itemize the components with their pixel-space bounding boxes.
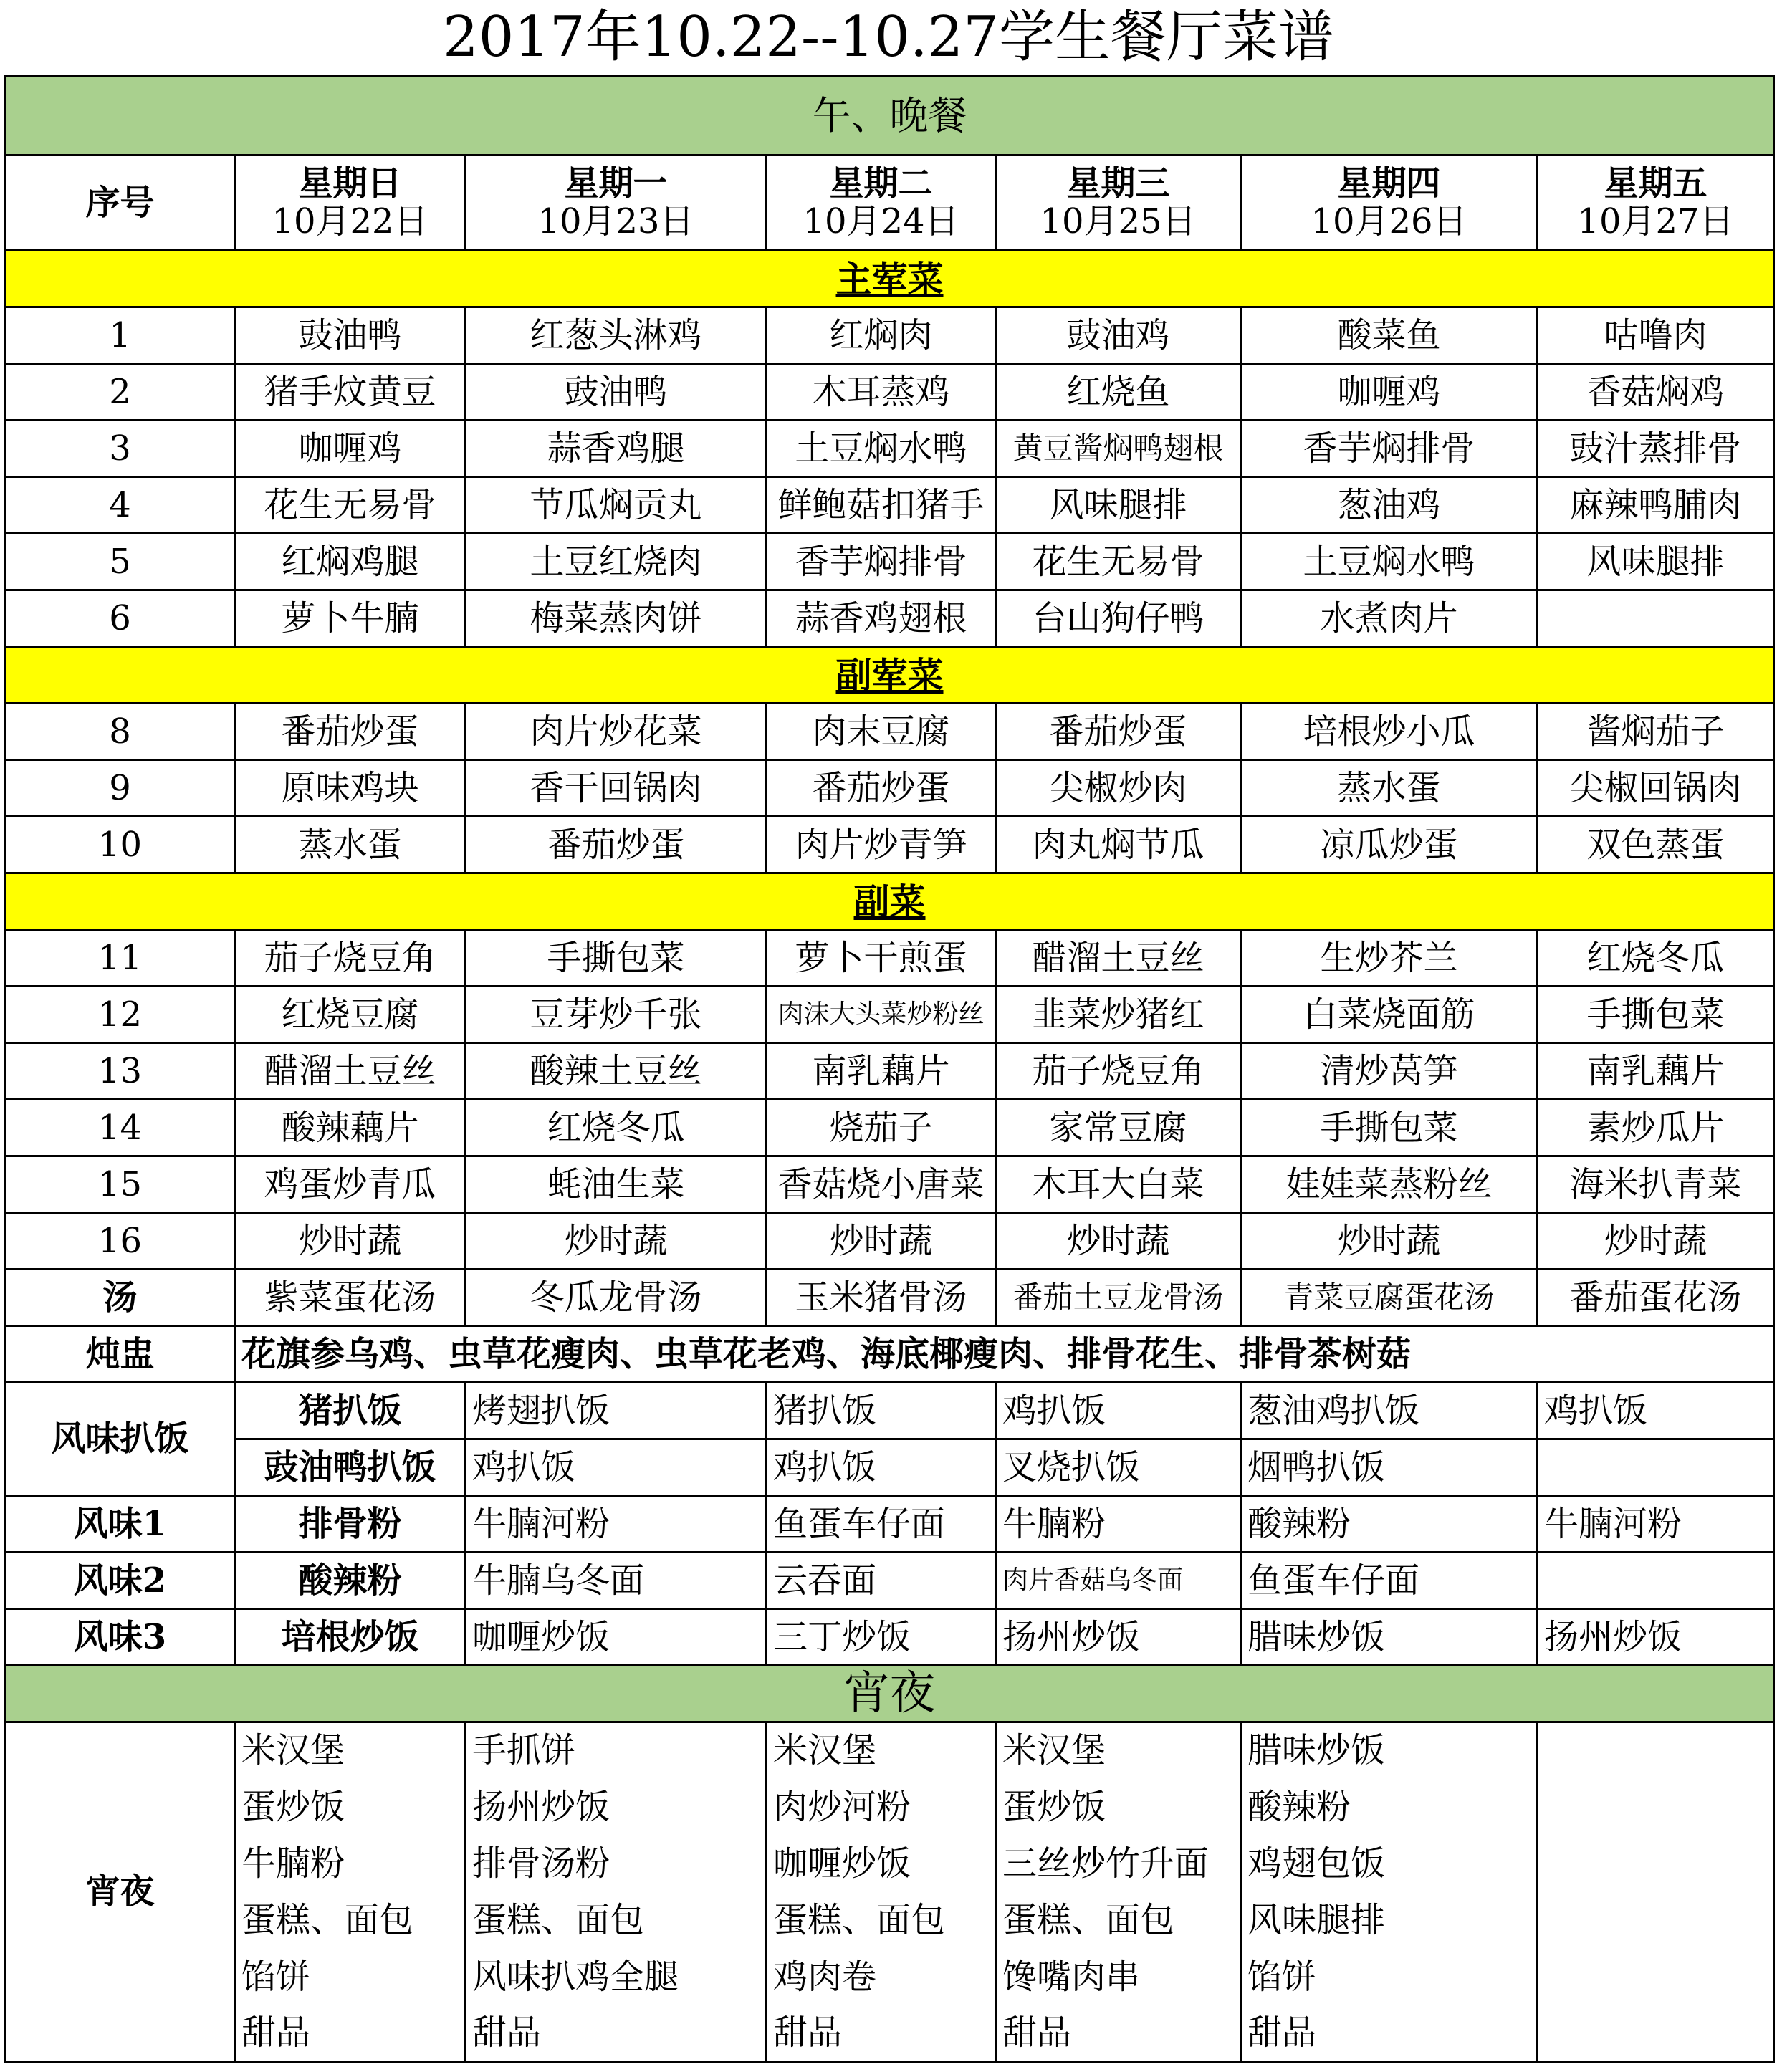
dish-cell: 麻辣鸭脯肉 xyxy=(1538,477,1774,534)
dish-cell: 扬州炒饭 xyxy=(996,1609,1241,1666)
dish-row xyxy=(6,421,1774,477)
dish-cell: 家常豆腐 xyxy=(996,1100,1241,1156)
dish-cell: 茄子烧豆角 xyxy=(996,1043,1241,1100)
category-main-meat-row xyxy=(6,251,1774,307)
dish-cell: 肉沫大头菜炒粉丝 xyxy=(767,987,996,1043)
weekday-label: 星期五 xyxy=(1604,163,1707,204)
snack-cell: 甜品 xyxy=(767,2005,996,2062)
dish-cell: 蒸水蛋 xyxy=(1241,760,1538,817)
dish-cell: 鱼蛋车仔面 xyxy=(767,1496,996,1553)
dish-cell: 蒜香鸡翅根 xyxy=(767,590,996,647)
soup-cell: 冬瓜龙骨汤 xyxy=(466,1270,767,1326)
snack-cell: 蛋糕、面包 xyxy=(466,1892,767,1949)
dish-row xyxy=(6,364,1774,421)
snack-cell: 馅饼 xyxy=(1241,1949,1538,2005)
dish-cell: 台山狗仔鸭 xyxy=(996,590,1241,647)
dish-cell: 炒时蔬 xyxy=(1538,1213,1774,1270)
snack-cell: 甜品 xyxy=(1241,2005,1538,2062)
dish-cell: 红烧豆腐 xyxy=(235,987,466,1043)
flavor-rice-label: 风味扒饭 xyxy=(6,1383,235,1496)
dish-cell: 烧茄子 xyxy=(767,1100,996,1156)
dish-row xyxy=(6,534,1774,590)
row-number: 16 xyxy=(6,1213,235,1270)
category-label: 主荤菜 xyxy=(835,257,944,300)
dish-cell: 萝卜干煎蛋 xyxy=(767,930,996,987)
night-row xyxy=(6,1892,1774,1949)
dish-cell: 生炒芥兰 xyxy=(1241,930,1538,987)
dish-cell: 尖椒回锅肉 xyxy=(1538,760,1774,817)
flavor-label: 风味2 xyxy=(6,1553,235,1609)
dish-row xyxy=(6,477,1774,534)
snack-cell: 风味扒鸡全腿 xyxy=(466,1949,767,2005)
snack-cell: 馋嘴肉串 xyxy=(996,1949,1241,2005)
snack-cell: 排骨汤粉 xyxy=(466,1836,767,1892)
flavor-rice-row xyxy=(6,1383,1774,1439)
dish-cell: 牛腩粉 xyxy=(996,1496,1241,1553)
dish-cell: 叉烧扒饭 xyxy=(996,1439,1241,1496)
dish-cell: 酸辣藕片 xyxy=(235,1100,466,1156)
seq-header: 序号 xyxy=(6,155,235,251)
weekday-label: 星期一 xyxy=(564,163,668,204)
dish-cell: 尖椒炒肉 xyxy=(996,760,1241,817)
snack-cell: 米汉堡 xyxy=(996,1722,1241,1779)
weekday-label: 星期四 xyxy=(1337,163,1441,204)
dish-cell: 酸辣粉 xyxy=(1241,1496,1538,1553)
snack-cell xyxy=(1538,1779,1774,1836)
row-number: 10 xyxy=(6,817,235,873)
weekday-label: 星期三 xyxy=(1066,163,1170,204)
dish-cell: 凉瓜炒蛋 xyxy=(1241,817,1538,873)
dish-cell: 肉末豆腐 xyxy=(767,704,996,760)
dish-cell: 韭菜炒猪红 xyxy=(996,987,1241,1043)
dish-cell: 鸡扒饭 xyxy=(466,1439,767,1496)
dish-cell: 肉片香菇乌冬面 xyxy=(996,1553,1241,1609)
dish-row xyxy=(6,1213,1774,1270)
category-sub-meat-row xyxy=(6,647,1774,704)
dish-cell: 醋溜土豆丝 xyxy=(235,1043,466,1100)
dish-cell: 豉油鸭 xyxy=(235,307,466,364)
dish-cell: 鲜鲍菇扣猪手 xyxy=(767,477,996,534)
snack-cell xyxy=(1538,1892,1774,1949)
weekday-label: 星期日 xyxy=(298,163,402,204)
dish-cell: 酱焖茄子 xyxy=(1538,704,1774,760)
dish-cell: 手撕包菜 xyxy=(1241,1100,1538,1156)
dish-cell: 咖喱鸡 xyxy=(1241,364,1538,421)
dish-cell: 豆芽炒千张 xyxy=(466,987,767,1043)
snack-cell: 甜品 xyxy=(466,2005,767,2062)
night-row xyxy=(6,1779,1774,1836)
dish-cell: 酸辣粉 xyxy=(235,1553,466,1609)
dish-cell: 花生无易骨 xyxy=(996,534,1241,590)
dish-row xyxy=(6,1100,1774,1156)
dish-cell: 烤翅扒饭 xyxy=(466,1383,767,1439)
flavor-label: 风味1 xyxy=(6,1496,235,1553)
flavor-row xyxy=(6,1553,1774,1609)
row-number: 8 xyxy=(6,704,235,760)
category-side-dish xyxy=(6,873,1774,930)
dish-cell: 土豆红烧肉 xyxy=(466,534,767,590)
snack-cell: 牛腩粉 xyxy=(235,1836,466,1892)
dish-cell: 风味腿排 xyxy=(1538,534,1774,590)
dish-row xyxy=(6,1156,1774,1213)
dish-cell: 肉片炒青笋 xyxy=(767,817,996,873)
dish-cell: 炒时蔬 xyxy=(1241,1213,1538,1270)
category-main-meat xyxy=(6,251,1774,307)
dish-row xyxy=(6,704,1774,760)
dish-cell: 葱油鸡 xyxy=(1241,477,1538,534)
dish-cell xyxy=(1538,1439,1774,1496)
section-header-row xyxy=(6,77,1774,155)
snack-cell: 蛋炒饭 xyxy=(996,1779,1241,1836)
snack-cell xyxy=(1538,1949,1774,2005)
dish-row xyxy=(6,817,1774,873)
dish-cell: 酸辣土豆丝 xyxy=(466,1043,767,1100)
dish-cell: 土豆焖水鸭 xyxy=(767,421,996,477)
dish-cell: 牛腩乌冬面 xyxy=(466,1553,767,1609)
snack-cell: 蛋炒饭 xyxy=(235,1779,466,1836)
dish-cell: 番茄炒蛋 xyxy=(235,704,466,760)
dish-cell: 海米扒青菜 xyxy=(1538,1156,1774,1213)
dish-cell: 红烧冬瓜 xyxy=(466,1100,767,1156)
dish-cell: 节瓜焖贡丸 xyxy=(466,477,767,534)
snack-cell: 腊味炒饭 xyxy=(1241,1722,1538,1779)
day-header-0 xyxy=(235,155,466,251)
dish-cell: 番茄炒蛋 xyxy=(996,704,1241,760)
snack-cell: 鸡肉卷 xyxy=(767,1949,996,2005)
dish-cell: 豉油鸭 xyxy=(466,364,767,421)
dish-cell: 黄豆酱焖鸭翅根 xyxy=(996,421,1241,477)
stew-row xyxy=(6,1326,1774,1383)
soup-cell: 玉米猪骨汤 xyxy=(767,1270,996,1326)
dish-cell: 排骨粉 xyxy=(235,1496,466,1553)
day-header-5 xyxy=(1538,155,1774,251)
snack-cell: 风味腿排 xyxy=(1241,1892,1538,1949)
soup-cell: 青菜豆腐蛋花汤 xyxy=(1241,1270,1538,1326)
snack-cell: 甜品 xyxy=(235,2005,466,2062)
dish-cell: 豉油鸡 xyxy=(996,307,1241,364)
snack-cell xyxy=(1538,1722,1774,1779)
dish-cell: 红葱头淋鸡 xyxy=(466,307,767,364)
dish-cell: 烟鸭扒饭 xyxy=(1241,1439,1538,1496)
flavor-row xyxy=(6,1496,1774,1553)
dish-cell: 炒时蔬 xyxy=(235,1213,466,1270)
snack-cell: 甜品 xyxy=(996,2005,1241,2062)
dish-row xyxy=(6,1043,1774,1100)
dish-cell: 花生无易骨 xyxy=(235,477,466,534)
dish-cell: 素炒瓜片 xyxy=(1538,1100,1774,1156)
stew-text: 花旗参乌鸡、虫草花瘦肉、虫草花老鸡、海底椰瘦肉、排骨花生、排骨茶树菇 xyxy=(235,1326,1774,1383)
dish-cell: 豉油鸭扒饭 xyxy=(235,1439,466,1496)
dish-row xyxy=(6,590,1774,647)
menu-table xyxy=(4,75,1775,2063)
soup-row xyxy=(6,1270,1774,1326)
row-number: 14 xyxy=(6,1100,235,1156)
dish-row xyxy=(6,307,1774,364)
dish-cell: 手撕包菜 xyxy=(466,930,767,987)
dish-cell xyxy=(1538,590,1774,647)
row-number: 15 xyxy=(6,1156,235,1213)
night-row xyxy=(6,1722,1774,1779)
snack-cell: 鸡翅包饭 xyxy=(1241,1836,1538,1892)
section-lunch-dinner: 午、晚餐 xyxy=(6,77,1774,155)
dish-cell: 木耳大白菜 xyxy=(996,1156,1241,1213)
day-header-4 xyxy=(1241,155,1538,251)
dish-cell: 腊味炒饭 xyxy=(1241,1609,1538,1666)
dish-cell: 炒时蔬 xyxy=(466,1213,767,1270)
category-side-dish-row xyxy=(6,873,1774,930)
dish-cell: 鱼蛋车仔面 xyxy=(1241,1553,1538,1609)
dish-row xyxy=(6,760,1774,817)
row-number: 5 xyxy=(6,534,235,590)
dish-cell: 手撕包菜 xyxy=(1538,987,1774,1043)
snack-cell: 米汉堡 xyxy=(235,1722,466,1779)
dish-cell: 红焖肉 xyxy=(767,307,996,364)
snack-cell: 蛋糕、面包 xyxy=(235,1892,466,1949)
category-label: 副荤菜 xyxy=(835,653,944,696)
dish-cell: 蒜香鸡腿 xyxy=(466,421,767,477)
date-label: 10月23日 xyxy=(537,201,694,241)
dish-cell: 炒时蔬 xyxy=(767,1213,996,1270)
stew-label: 炖盅 xyxy=(6,1326,235,1383)
dish-cell: 培根炒饭 xyxy=(235,1609,466,1666)
dish-cell: 三丁炒饭 xyxy=(767,1609,996,1666)
snack-cell: 蛋糕、面包 xyxy=(767,1892,996,1949)
snack-cell xyxy=(1538,1836,1774,1892)
dish-cell: 鸡扒饭 xyxy=(767,1439,996,1496)
dish-cell: 酸菜鱼 xyxy=(1241,307,1538,364)
weekday-label: 星期二 xyxy=(829,163,933,204)
snack-cell xyxy=(1538,2005,1774,2062)
soup-label: 汤 xyxy=(6,1270,235,1326)
snack-cell: 手抓饼 xyxy=(466,1722,767,1779)
snack-cell: 蛋糕、面包 xyxy=(996,1892,1241,1949)
dish-cell: 咖喱鸡 xyxy=(235,421,466,477)
dish-cell xyxy=(1538,1553,1774,1609)
dish-cell: 清炒莴笋 xyxy=(1241,1043,1538,1100)
date-label: 10月25日 xyxy=(1040,201,1197,241)
row-number: 3 xyxy=(6,421,235,477)
date-label: 10月27日 xyxy=(1577,201,1734,241)
soup-cell: 番茄蛋花汤 xyxy=(1538,1270,1774,1326)
dish-cell: 猪扒饭 xyxy=(235,1383,466,1439)
night-header-row xyxy=(6,1666,1774,1722)
dish-cell: 猪手炆黄豆 xyxy=(235,364,466,421)
dish-cell: 肉丸焖节瓜 xyxy=(996,817,1241,873)
dish-cell: 双色蒸蛋 xyxy=(1538,817,1774,873)
date-label: 10月22日 xyxy=(272,201,428,241)
row-number: 9 xyxy=(6,760,235,817)
flavor-rice-row xyxy=(6,1439,1774,1496)
dish-cell: 番茄炒蛋 xyxy=(466,817,767,873)
dish-cell: 原味鸡块 xyxy=(235,760,466,817)
row-number: 2 xyxy=(6,364,235,421)
dish-cell: 红焖鸡腿 xyxy=(235,534,466,590)
night-row xyxy=(6,2005,1774,2062)
dish-cell: 鸡扒饭 xyxy=(996,1383,1241,1439)
dish-cell: 南乳藕片 xyxy=(1538,1043,1774,1100)
date-label: 10月26日 xyxy=(1311,201,1467,241)
dish-cell: 香菇焖鸡 xyxy=(1538,364,1774,421)
dish-cell: 牛腩河粉 xyxy=(466,1496,767,1553)
dish-cell: 猪扒饭 xyxy=(767,1383,996,1439)
dish-cell: 香芋焖排骨 xyxy=(767,534,996,590)
dish-cell: 风味腿排 xyxy=(996,477,1241,534)
day-header-3 xyxy=(996,155,1241,251)
dish-cell: 鸡蛋炒青瓜 xyxy=(235,1156,466,1213)
dish-cell: 土豆焖水鸭 xyxy=(1241,534,1538,590)
dish-cell: 咖喱炒饭 xyxy=(466,1609,767,1666)
dish-cell: 培根炒小瓜 xyxy=(1241,704,1538,760)
category-label: 副菜 xyxy=(853,880,926,923)
snack-cell: 扬州炒饭 xyxy=(466,1779,767,1836)
row-number: 12 xyxy=(6,987,235,1043)
dish-cell: 红烧冬瓜 xyxy=(1538,930,1774,987)
category-sub-meat xyxy=(6,647,1774,704)
dish-cell: 香芋焖排骨 xyxy=(1241,421,1538,477)
soup-cell: 番茄土豆龙骨汤 xyxy=(996,1270,1241,1326)
snack-cell: 米汉堡 xyxy=(767,1722,996,1779)
snack-cell: 肉炒河粉 xyxy=(767,1779,996,1836)
dish-cell: 扬州炒饭 xyxy=(1538,1609,1774,1666)
flavor-row xyxy=(6,1609,1774,1666)
page-title: 2017年10.22--10.27学生餐厅菜谱 xyxy=(443,5,1334,69)
night-row xyxy=(6,1949,1774,2005)
soup-cell: 紫菜蛋花汤 xyxy=(235,1270,466,1326)
dish-cell: 鸡扒饭 xyxy=(1538,1383,1774,1439)
dish-cell: 番茄炒蛋 xyxy=(767,760,996,817)
dish-row xyxy=(6,930,1774,987)
dish-cell: 牛腩河粉 xyxy=(1538,1496,1774,1553)
day-header-2 xyxy=(767,155,996,251)
night-row xyxy=(6,1836,1774,1892)
dish-cell: 木耳蒸鸡 xyxy=(767,364,996,421)
dish-cell: 娃娃菜蒸粉丝 xyxy=(1241,1156,1538,1213)
date-label: 10月24日 xyxy=(803,201,959,241)
row-number: 1 xyxy=(6,307,235,364)
dish-cell: 南乳藕片 xyxy=(767,1043,996,1100)
dish-cell: 白菜烧面筋 xyxy=(1241,987,1538,1043)
dish-cell: 香菇烧小唐菜 xyxy=(767,1156,996,1213)
dish-cell: 醋溜土豆丝 xyxy=(996,930,1241,987)
dish-cell: 萝卜牛腩 xyxy=(235,590,466,647)
dish-row xyxy=(6,987,1774,1043)
dish-cell: 梅菜蒸肉饼 xyxy=(466,590,767,647)
snack-cell: 咖喱炒饭 xyxy=(767,1836,996,1892)
row-number: 11 xyxy=(6,930,235,987)
dish-cell: 香干回锅肉 xyxy=(466,760,767,817)
section-night-snack: 宵夜 xyxy=(6,1666,1774,1722)
day-header-1 xyxy=(466,155,767,251)
flavor-label: 风味3 xyxy=(6,1609,235,1666)
row-number: 13 xyxy=(6,1043,235,1100)
dish-cell: 茄子烧豆角 xyxy=(235,930,466,987)
row-number: 6 xyxy=(6,590,235,647)
dish-cell: 蒸水蛋 xyxy=(235,817,466,873)
dish-cell: 红烧鱼 xyxy=(996,364,1241,421)
dish-cell: 蚝油生菜 xyxy=(466,1156,767,1213)
dish-cell: 水煮肉片 xyxy=(1241,590,1538,647)
snack-cell: 馅饼 xyxy=(235,1949,466,2005)
dish-cell: 云吞面 xyxy=(767,1553,996,1609)
snack-cell: 三丝炒竹升面 xyxy=(996,1836,1241,1892)
day-header-row xyxy=(6,155,1774,251)
dish-cell: 肉片炒花菜 xyxy=(466,704,767,760)
dish-cell: 葱油鸡扒饭 xyxy=(1241,1383,1538,1439)
night-snack-label: 宵夜 xyxy=(6,1722,235,2062)
dish-cell: 炒时蔬 xyxy=(996,1213,1241,1270)
dish-cell: 豉汁蒸排骨 xyxy=(1538,421,1774,477)
snack-cell: 酸辣粉 xyxy=(1241,1779,1538,1836)
row-number: 4 xyxy=(6,477,235,534)
dish-cell: 咕噜肉 xyxy=(1538,307,1774,364)
